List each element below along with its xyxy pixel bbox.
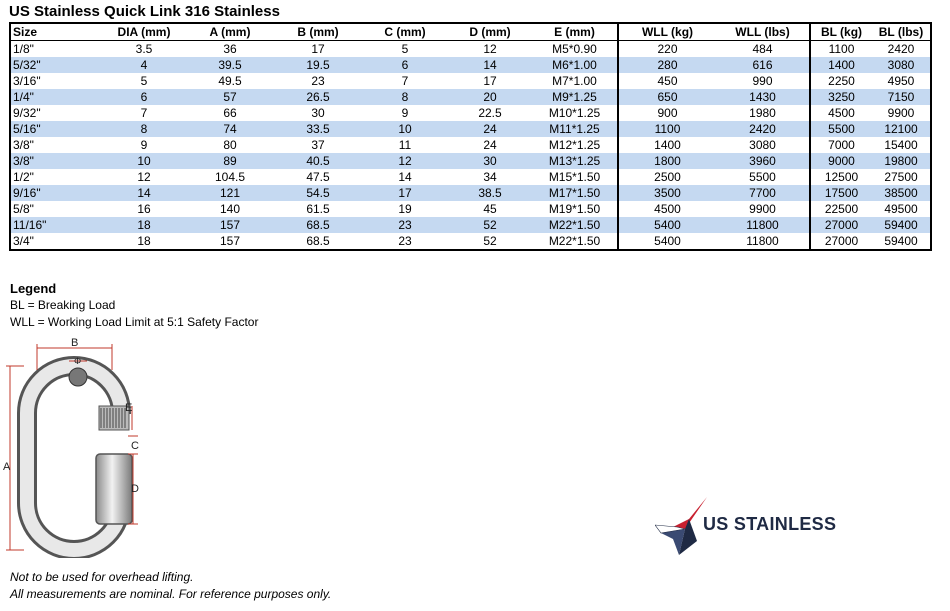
column-header: A (mm) xyxy=(186,23,274,41)
table-cell: 3.5 xyxy=(135,42,153,56)
table-cell: 3080 xyxy=(749,138,776,152)
table-cell: 7700 xyxy=(716,185,810,201)
table-cell: 220 xyxy=(618,41,716,58)
table-cell: 5500 xyxy=(810,121,872,137)
table-cell: 1400 xyxy=(810,57,872,73)
table-cell: 9000 xyxy=(810,153,872,169)
table-cell: M7*1.00 xyxy=(552,74,597,88)
table-cell: 68.5 xyxy=(274,217,362,233)
label-a: A xyxy=(3,461,11,473)
table-cell: 9/16" xyxy=(10,185,102,201)
table-cell: 2500 xyxy=(618,169,716,185)
table-cell: 104.5 xyxy=(214,170,246,184)
table-cell: 30 xyxy=(448,153,532,169)
table-cell: 1430 xyxy=(716,89,810,105)
table-cell: 8 xyxy=(362,89,448,105)
table-cell: 30 xyxy=(311,106,325,120)
column-header: WLL (lbs) xyxy=(716,23,810,41)
table-cell: 450 xyxy=(618,73,716,89)
table-cell: M5*0.90 xyxy=(552,42,597,56)
spec-table xyxy=(9,22,932,251)
table-cell: M10*1.25 xyxy=(548,106,601,120)
table-cell: 2250 xyxy=(810,73,872,89)
logo-wordmark: US STAINLESS xyxy=(703,514,837,534)
table-cell: 3/8" xyxy=(10,137,102,153)
table-cell: 616 xyxy=(716,57,810,73)
legend-line-wll: WLL = Working Load Limit at 5:1 Safety Factor xyxy=(10,315,259,329)
table-cell: 17500 xyxy=(810,185,872,201)
table-cell: 10 xyxy=(102,153,186,169)
table-cell: 22.5 xyxy=(478,106,502,120)
table-cell: 49.5 xyxy=(218,74,242,88)
table-cell: 1/2" xyxy=(10,169,102,185)
table-cell: 14 xyxy=(448,57,532,73)
table-cell: 61.5 xyxy=(306,202,330,216)
table-cell: 4500 xyxy=(618,201,716,217)
table-cell: 16 xyxy=(137,202,151,216)
table-row xyxy=(10,233,931,250)
page-title: US Stainless Quick Link 316 Stainless xyxy=(9,3,280,20)
label-phi: Φ xyxy=(74,356,82,366)
table-cell: 2420 xyxy=(716,121,810,137)
table-cell: 54.5 xyxy=(274,185,362,201)
table-cell: 40.5 xyxy=(274,153,362,169)
table-row xyxy=(10,201,931,217)
table-cell: 7 xyxy=(140,106,148,120)
table-cell: 4500 xyxy=(810,105,872,121)
column-header: E (mm) xyxy=(532,23,618,41)
column-header: WLL (kg) xyxy=(618,23,716,41)
table-cell: 59400 xyxy=(872,233,931,250)
table-cell: 8 xyxy=(102,121,186,137)
table-cell: 20 xyxy=(448,89,532,105)
table-cell: 10 xyxy=(362,121,448,137)
table-cell: 9 xyxy=(140,138,148,152)
table-cell: 12 xyxy=(483,42,497,56)
footnotes xyxy=(10,569,331,603)
table-cell: 23 xyxy=(362,217,448,233)
table-cell: M13*1.25 xyxy=(532,153,618,169)
table-cell: 3960 xyxy=(716,153,810,169)
table-cell: 14 xyxy=(398,170,412,184)
table-cell: 900 xyxy=(618,105,716,121)
table-cell: 3/4" xyxy=(10,233,102,250)
table-cell: 36 xyxy=(223,42,237,56)
table-row xyxy=(10,41,931,58)
table-cell: 45 xyxy=(483,202,497,216)
legend-line-bl: BL = Breaking Load xyxy=(10,298,116,312)
table-cell: 9/32" xyxy=(10,105,102,121)
table-cell: 19800 xyxy=(872,153,931,169)
table-cell: 17 xyxy=(362,185,448,201)
table-cell: 140 xyxy=(219,202,241,216)
table-cell: M22*1.50 xyxy=(532,217,618,233)
table-cell: 11800 xyxy=(716,217,810,233)
table-cell: 15400 xyxy=(872,137,931,153)
table-cell: 1/8" xyxy=(10,41,102,58)
table-cell: M17*1.50 xyxy=(532,185,618,201)
table-cell: 4 xyxy=(102,57,186,73)
column-header: DIA (mm) xyxy=(102,23,186,41)
table-cell: 5 xyxy=(401,42,409,56)
table-cell: 12500 xyxy=(810,169,872,185)
table-row xyxy=(10,73,931,89)
table-cell: 57 xyxy=(186,89,274,105)
table-cell: 6 xyxy=(102,89,186,105)
table-cell: 5/16" xyxy=(10,121,102,137)
table-cell: 3/8" xyxy=(10,153,102,169)
table-cell: 17 xyxy=(311,42,325,56)
table-cell: 9900 xyxy=(749,202,776,216)
table-cell: 3080 xyxy=(872,57,931,73)
table-cell: 650 xyxy=(618,89,716,105)
table-cell: 18 xyxy=(102,233,186,250)
table-cell: 14 xyxy=(102,185,186,201)
table-cell: 27000 xyxy=(810,233,872,250)
table-cell: 5/32" xyxy=(10,57,102,73)
table-cell: 26.5 xyxy=(274,89,362,105)
column-header: C (mm) xyxy=(362,23,448,41)
table-cell: 9900 xyxy=(872,105,931,121)
table-cell: 5400 xyxy=(618,233,716,250)
quick-link-diagram xyxy=(0,336,160,558)
table-cell: 5500 xyxy=(749,170,776,184)
table-cell: 38500 xyxy=(872,185,931,201)
table-cell: 157 xyxy=(186,217,274,233)
column-header: Size xyxy=(10,23,102,41)
column-header: D (mm) xyxy=(448,23,532,41)
us-stainless-logo-icon xyxy=(655,495,709,557)
table-cell: 49500 xyxy=(872,201,931,217)
table-cell: 6 xyxy=(362,57,448,73)
table-cell: 9 xyxy=(401,106,409,120)
table-cell: 89 xyxy=(186,153,274,169)
label-e: E xyxy=(125,402,133,414)
table-cell: 27500 xyxy=(872,169,931,185)
table-cell: 37 xyxy=(311,138,325,152)
table-cell: 19 xyxy=(398,202,412,216)
table-cell: 990 xyxy=(752,74,773,88)
table-cell: 33.5 xyxy=(274,121,362,137)
table-cell: 4950 xyxy=(872,73,931,89)
table-cell: 24 xyxy=(483,138,497,152)
sleeve-nut xyxy=(96,454,132,524)
label-d: D xyxy=(131,483,139,495)
table-cell: 22500 xyxy=(810,201,872,217)
table-cell: 484 xyxy=(752,42,773,56)
table-cell: 23 xyxy=(362,233,448,250)
table-cell: 59400 xyxy=(872,217,931,233)
table-cell: 157 xyxy=(186,233,274,250)
table-cell: M11*1.25 xyxy=(532,121,618,137)
table-row xyxy=(10,169,931,185)
table-row xyxy=(10,217,931,233)
table-cell: 5400 xyxy=(618,217,716,233)
table-cell: 1980 xyxy=(749,106,776,120)
label-b: B xyxy=(71,337,79,349)
table-cell: 3500 xyxy=(618,185,716,201)
table-row xyxy=(10,57,931,73)
table-cell: 1800 xyxy=(618,153,716,169)
table-cell: 280 xyxy=(618,57,716,73)
table-cell: M19*1.50 xyxy=(548,202,601,216)
table-cell: 34 xyxy=(483,170,497,184)
table-row xyxy=(10,121,931,137)
table-cell: 17 xyxy=(483,74,497,88)
table-cell: 23 xyxy=(311,74,325,88)
table-cell: 80 xyxy=(223,138,237,152)
table-row xyxy=(10,153,931,169)
note-nominal: All measurements are nominal. For reference purposes only. xyxy=(10,587,332,601)
table-cell: 52 xyxy=(448,217,532,233)
table-row xyxy=(10,185,931,201)
table-cell: 7 xyxy=(401,74,409,88)
table-header-row xyxy=(10,23,931,41)
table-cell: 12100 xyxy=(872,121,931,137)
table-cell: 2420 xyxy=(872,41,931,58)
table-cell: 7150 xyxy=(872,89,931,105)
table-cell: 121 xyxy=(186,185,274,201)
table-cell: 38.5 xyxy=(448,185,532,201)
table-cell: 47.5 xyxy=(306,170,330,184)
table-cell: M12*1.25 xyxy=(548,138,601,152)
table-cell: 74 xyxy=(186,121,274,137)
column-header: B (mm) xyxy=(274,23,362,41)
table-cell: 27000 xyxy=(810,217,872,233)
legend-heading: Legend xyxy=(10,281,57,296)
table-cell: 12 xyxy=(137,170,151,184)
table-cell: M9*1.25 xyxy=(532,89,618,105)
table-cell: 3250 xyxy=(810,89,872,105)
table-cell: 66 xyxy=(223,106,237,120)
table-cell: 12 xyxy=(362,153,448,169)
table-cell: M6*1.00 xyxy=(532,57,618,73)
table-cell: 5 xyxy=(140,74,148,88)
table-cell: 5/8" xyxy=(10,201,102,217)
table-cell: 3/16" xyxy=(10,73,102,89)
table-cell: M22*1.50 xyxy=(532,233,618,250)
table-cell: 11 xyxy=(398,138,412,152)
label-c: C xyxy=(131,440,139,452)
table-cell: 11800 xyxy=(716,233,810,250)
table-cell: 39.5 xyxy=(186,57,274,73)
table-cell: 68.5 xyxy=(274,233,362,250)
table-row xyxy=(10,105,931,121)
table-row xyxy=(10,89,931,105)
table-cell: 1100 xyxy=(618,121,716,137)
table-cell: 24 xyxy=(448,121,532,137)
table-cell: M15*1.50 xyxy=(548,170,601,184)
table-cell: 1/4" xyxy=(10,89,102,105)
table-cell: 11/16" xyxy=(10,217,102,233)
table-cell: 52 xyxy=(448,233,532,250)
legend xyxy=(10,280,258,331)
wire-cross-section xyxy=(69,368,87,386)
column-header: BL (lbs) xyxy=(872,23,931,41)
note-overhead: Not to be used for overhead lifting. xyxy=(10,570,194,584)
table-cell: 19.5 xyxy=(274,57,362,73)
table-cell: 7000 xyxy=(810,137,872,153)
table-cell: 1100 xyxy=(810,41,872,58)
table-cell: 1400 xyxy=(618,137,716,153)
table-row xyxy=(10,137,931,153)
table-cell: 18 xyxy=(102,217,186,233)
column-header: BL (kg) xyxy=(810,23,872,41)
